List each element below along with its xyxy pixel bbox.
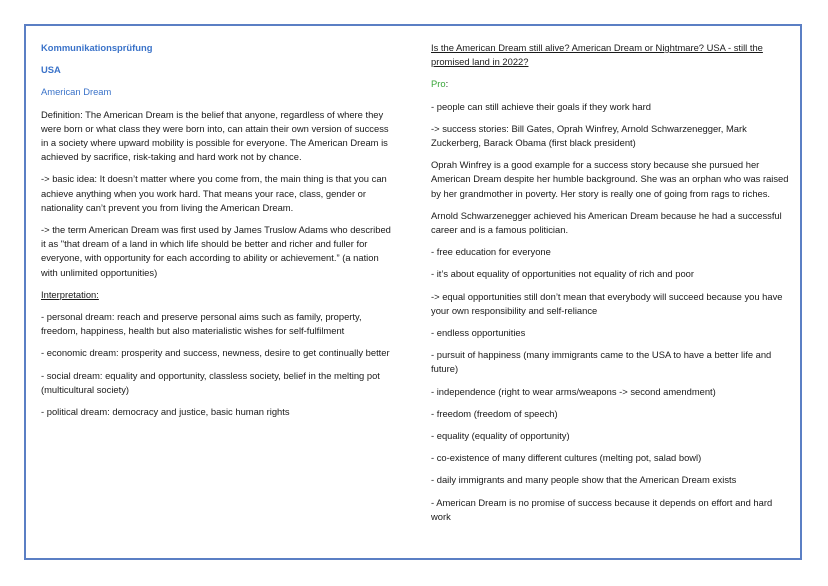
pro-item: -> equal opportunities still don’t mean that everybody will succeed because you have your own responsibility and self-reliance <box>431 290 783 316</box>
interpretation-heading: Interpretation: <box>41 288 99 300</box>
definition-paragraph: Definition: The American Dream is the belief that anyone, regardless of where they were born or what class they were born into, can attain their own version of success in a society where upward mobility is possible for everyone. The American Dream is achieved by sacrifice, risk-taking and hard work not by chance. <box>41 108 389 163</box>
right-column <box>431 41 789 532</box>
interpretation-item: - personal dream: reach and preserve personal aims such as family, property, freedom, happiness, health but also materialistic wishes for self-fulfilment <box>41 311 362 337</box>
pro-item: - endless opportunities <box>431 327 526 339</box>
interpretation-item: - social dream: equality and opportunity, classless society, belief in the melting pot (multicultural society) <box>41 369 380 395</box>
left-column <box>41 41 396 427</box>
basic-idea-paragraph: -> basic idea: It doesn’t matter where you come from, the main thing is that you can achieve anything when you work hard. That means your race, class, gender or nationality can’t prevent you from living the American Dream. <box>41 173 387 213</box>
pro-item: -> success stories: Bill Gates, Oprah Winfrey, Arnold Schwarzenegger, Mark Zuckerberg, Barack Obama (first black president) <box>431 122 747 149</box>
pro-item: - co-existence of many different cultures (melting pot, salad bowl) <box>431 452 702 464</box>
pro-item: - equality (equality of opportunity) <box>431 430 570 442</box>
pro-item: Oprah Winfrey is a good example for a success story because she pursued her American Dream despite her humble background. She was an orphan who was raised by her grandmother in poverty. Her story is really one of going from rags to riches. <box>431 159 789 199</box>
pro-item: - freedom (freedom of speech) <box>431 407 558 419</box>
heading-american-dream: American Dream <box>41 86 112 98</box>
interpretation-item: - political dream: democracy and justice, basic human rights <box>41 406 290 418</box>
pro-item: - American Dream is no promise of success because it depends on effort and hard work <box>431 496 773 522</box>
pro-item: - free education for everyone <box>431 246 551 258</box>
pro-item: Arnold Schwarzenegger achieved his American Dream because he had a successful career and is a famous politician. <box>431 209 782 236</box>
pro-colon: : <box>445 78 449 90</box>
pro-item: - pursuit of happiness (many immigrants came to the USA to have a better life and future) <box>431 349 772 375</box>
pro-item: - it’s about equality of opportunities not equality of rich and poor <box>431 268 695 280</box>
pro-item: - independence (right to wear arms/weapons -> second amendment) <box>431 385 716 397</box>
heading-kommunikationspruefung: Kommunikationsprüfung <box>41 42 153 53</box>
pro-item: - daily immigrants and many people show that the American Dream exists <box>431 474 737 486</box>
interpretation-item: - economic dream: prosperity and success, newness, desire to get continually better <box>41 347 390 359</box>
heading-usa: USA <box>41 64 61 76</box>
term-origin-paragraph: -> the term American Dream was first used by James Truslow Adams who described it as "that dream of a land in which life should be better and richer and fuller for everyone, with opportunity for each according to ability or achievement.” (a nation with unlimited opportunities) <box>41 224 391 278</box>
pro-heading <box>431 77 789 91</box>
question-title: Is the American Dream still alive? American Dream or Nightmare? USA - still the promised land in 2022? <box>431 42 763 68</box>
pro-label: Pro <box>431 78 446 90</box>
document-page <box>24 24 802 560</box>
pro-item: - people can still achieve their goals if they work hard <box>431 100 651 112</box>
